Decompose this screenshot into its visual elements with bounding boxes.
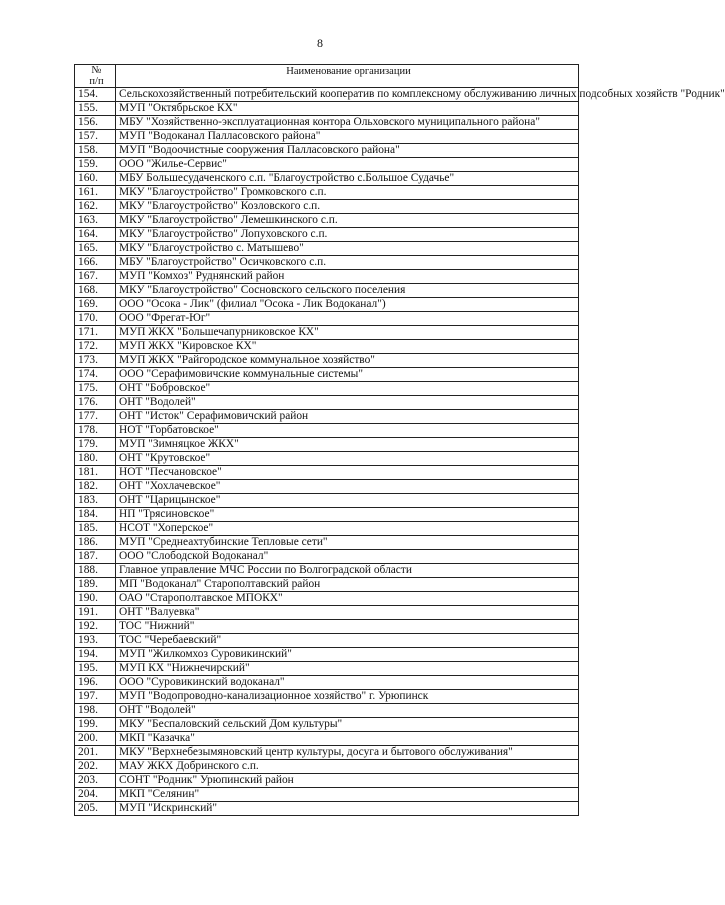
- row-number: 198.: [75, 704, 116, 718]
- row-number: 188.: [75, 564, 116, 578]
- row-number: 167.: [75, 270, 116, 284]
- row-number: 205.: [75, 802, 116, 816]
- header-number-line1: №: [91, 65, 102, 76]
- organization-name: ОНТ "Царицынское": [116, 494, 579, 508]
- table-row: [75, 256, 579, 270]
- table-row: [75, 704, 579, 718]
- row-number: 162.: [75, 200, 116, 214]
- organization-name: МКП "Селянин": [116, 788, 579, 802]
- row-number: 195.: [75, 662, 116, 676]
- row-number: 155.: [75, 102, 116, 116]
- organization-name: МУП "Среднеахтубинские Тепловые сети": [116, 536, 579, 550]
- organization-name: МКУ "Благоустройство" Громковского с.п.: [116, 186, 579, 200]
- organization-name: ООО "Слободской Водоканал": [116, 550, 579, 564]
- table-row: [75, 340, 579, 354]
- table-row: [75, 88, 579, 102]
- row-number: 157.: [75, 130, 116, 144]
- table-row: [75, 382, 579, 396]
- organization-name: Главное управление МЧС России по Волгоградской области: [116, 564, 579, 578]
- organization-name: МУП ЖКХ "Кировское КХ": [116, 340, 579, 354]
- organization-name: ООО "Осока - Лик" (филиал "Осока - Лик Водоканал"): [116, 298, 579, 312]
- table-row: [75, 564, 579, 578]
- table-row: [75, 116, 579, 130]
- row-number: 163.: [75, 214, 116, 228]
- table-row: [75, 452, 579, 466]
- row-number: 174.: [75, 368, 116, 382]
- row-number: 201.: [75, 746, 116, 760]
- header-organization-name: Наименование организации: [116, 65, 579, 88]
- row-number: 204.: [75, 788, 116, 802]
- organization-name: МБУ "Хозяйственно-эксплуатационная контора Ольховского муниципального района": [116, 116, 579, 130]
- row-number: 170.: [75, 312, 116, 326]
- row-number: 203.: [75, 774, 116, 788]
- organization-name: СОНТ "Родник" Урюпинский район: [116, 774, 579, 788]
- table-row: [75, 480, 579, 494]
- organization-name: МУП "Зимняцкое ЖКХ": [116, 438, 579, 452]
- organization-name: МКУ "Благоустройство" Козловского с.п.: [116, 200, 579, 214]
- table-row: [75, 312, 579, 326]
- organization-name: МУП "Искринский": [116, 802, 579, 816]
- organization-name: ОНТ "Крутовское": [116, 452, 579, 466]
- organization-name: МКУ "Верхнебезымяновский центр культуры, досуга и бытового обслуживания": [116, 746, 579, 760]
- table-row: [75, 158, 579, 172]
- row-number: 197.: [75, 690, 116, 704]
- row-number: 156.: [75, 116, 116, 130]
- organization-name: ОНТ "Водолей": [116, 704, 579, 718]
- row-number: 172.: [75, 340, 116, 354]
- row-number: 180.: [75, 452, 116, 466]
- organization-name: МП "Водоканал" Старополтавский район: [116, 578, 579, 592]
- header-number-line2: п/п: [89, 76, 104, 87]
- table-row: [75, 410, 579, 424]
- table-row: [75, 228, 579, 242]
- organization-name: МАУ ЖКХ Добринского с.п.: [116, 760, 579, 774]
- table-row: [75, 536, 579, 550]
- table-row: [75, 270, 579, 284]
- table-row: [75, 620, 579, 634]
- table-row: [75, 284, 579, 298]
- table-row: [75, 494, 579, 508]
- organization-name: МУП "Октябрьское КХ": [116, 102, 579, 116]
- organization-name: МКУ "Беспаловский сельский Дом культуры": [116, 718, 579, 732]
- organization-name: НОТ "Горбатовское": [116, 424, 579, 438]
- table-row: [75, 130, 579, 144]
- row-number: 166.: [75, 256, 116, 270]
- organization-name: МКУ "Благоустройство с. Матышево": [116, 242, 579, 256]
- organization-name: МБУ "Благоустройство" Осичковского с.п.: [116, 256, 579, 270]
- table-header-row: [75, 65, 579, 88]
- table-row: [75, 354, 579, 368]
- table-row: [75, 662, 579, 676]
- row-number: 199.: [75, 718, 116, 732]
- table-row: [75, 102, 579, 116]
- organization-name: МУП "Водоканал Палласовского района": [116, 130, 579, 144]
- row-number: 179.: [75, 438, 116, 452]
- organization-name: МКУ "Благоустройство" Лопуховского с.п.: [116, 228, 579, 242]
- table-row: [75, 760, 579, 774]
- organization-name: МУП КХ "Нижнечирский": [116, 662, 579, 676]
- table-row: [75, 438, 579, 452]
- row-number: 192.: [75, 620, 116, 634]
- organization-name: ОАО "Старополтавское МПОКХ": [116, 592, 579, 606]
- table-row: [75, 578, 579, 592]
- table-row: [75, 424, 579, 438]
- organization-name: ООО "Жилье-Сервис": [116, 158, 579, 172]
- row-number: 191.: [75, 606, 116, 620]
- row-number: 183.: [75, 494, 116, 508]
- row-number: 160.: [75, 172, 116, 186]
- organization-name: ООО "Суровикинский водоканал": [116, 676, 579, 690]
- page-number: 8: [317, 36, 323, 50]
- organization-name: ТОС "Нижний": [116, 620, 579, 634]
- row-number: 182.: [75, 480, 116, 494]
- table-row: [75, 634, 579, 648]
- organization-name: ОНТ "Валуевка": [116, 606, 579, 620]
- table-row: [75, 466, 579, 480]
- row-number: 161.: [75, 186, 116, 200]
- table-row: [75, 788, 579, 802]
- organization-name: ОНТ "Водолей": [116, 396, 579, 410]
- table-row: [75, 718, 579, 732]
- organization-name: ОНТ "Хохлачевское": [116, 480, 579, 494]
- table-row: [75, 732, 579, 746]
- table-row: [75, 606, 579, 620]
- table-row: [75, 592, 579, 606]
- row-number: 187.: [75, 550, 116, 564]
- organization-name: МКП "Казачка": [116, 732, 579, 746]
- table-row: [75, 326, 579, 340]
- row-number: 164.: [75, 228, 116, 242]
- table-row: [75, 172, 579, 186]
- organizations-table: [74, 64, 725, 816]
- organization-name: МБУ Большесудаченского с.п. "Благоустройство с.Большое Судачье": [116, 172, 579, 186]
- row-number: 154.: [75, 88, 116, 102]
- organization-name: МУП ЖКХ "Райгородское коммунальное хозяйство": [116, 354, 579, 368]
- organization-name: МУП "Жилкомхоз Суровикинский": [116, 648, 579, 662]
- row-number: 181.: [75, 466, 116, 480]
- table-row: [75, 200, 579, 214]
- table-row: [75, 508, 579, 522]
- organization-name: ОНТ "Бобровское": [116, 382, 579, 396]
- table-row: [75, 774, 579, 788]
- row-number: 169.: [75, 298, 116, 312]
- table-row: [75, 522, 579, 536]
- organization-name: ООО "Серафимовичские коммунальные системы": [116, 368, 579, 382]
- row-number: 173.: [75, 354, 116, 368]
- organization-name: МУП "Комхоз" Руднянский район: [116, 270, 579, 284]
- table-row: [75, 298, 579, 312]
- organization-name: НП "Трясиновское": [116, 508, 579, 522]
- organization-name: ТОС "Черебаевский": [116, 634, 579, 648]
- table-row: [75, 396, 579, 410]
- organization-name: МКУ "Благоустройство" Сосновского сельского поселения: [116, 284, 579, 298]
- row-number: 194.: [75, 648, 116, 662]
- row-number: 202.: [75, 760, 116, 774]
- row-number: 196.: [75, 676, 116, 690]
- organization-name: ООО "Фрегат-Юг": [116, 312, 579, 326]
- row-number: 177.: [75, 410, 116, 424]
- table-row: [75, 676, 579, 690]
- row-number: 176.: [75, 396, 116, 410]
- organization-name: МКУ "Благоустройство" Лемешкинского с.п.: [116, 214, 579, 228]
- row-number: 200.: [75, 732, 116, 746]
- row-number: 186.: [75, 536, 116, 550]
- header-number: [75, 65, 116, 88]
- table-row: [75, 648, 579, 662]
- row-number: 165.: [75, 242, 116, 256]
- table-row: [75, 214, 579, 228]
- organization-name: НСОТ "Хоперское": [116, 522, 579, 536]
- row-number: 178.: [75, 424, 116, 438]
- table-row: [75, 242, 579, 256]
- table-body: [75, 88, 725, 816]
- table-row: [75, 746, 579, 760]
- row-number: 190.: [75, 592, 116, 606]
- row-number: 158.: [75, 144, 116, 158]
- row-number: 185.: [75, 522, 116, 536]
- table-row: [75, 550, 579, 564]
- table-row: [75, 186, 579, 200]
- row-number: 175.: [75, 382, 116, 396]
- row-number: 184.: [75, 508, 116, 522]
- table-row: [75, 802, 579, 816]
- table-row: [75, 368, 579, 382]
- row-number: 193.: [75, 634, 116, 648]
- organization-name: МУП ЖКХ "Большечапурниковское КХ": [116, 326, 579, 340]
- organization-name: ОНТ "Исток" Серафимовичский район: [116, 410, 579, 424]
- table-row: [75, 690, 579, 704]
- row-number: 171.: [75, 326, 116, 340]
- row-number: 189.: [75, 578, 116, 592]
- organization-name: МУП "Водоочистные сооружения Палласовского района": [116, 144, 579, 158]
- row-number: 168.: [75, 284, 116, 298]
- organization-name: МУП "Водопроводно-канализационное хозяйство" г. Урюпинск: [116, 690, 579, 704]
- organization-name: НОТ "Песчановское": [116, 466, 579, 480]
- table-row: [75, 144, 579, 158]
- organization-name: Сельскохозяйственный потребительский кооператив по комплексному обслуживанию личных подсобных хозяйств "Родник": [116, 88, 579, 102]
- row-number: 159.: [75, 158, 116, 172]
